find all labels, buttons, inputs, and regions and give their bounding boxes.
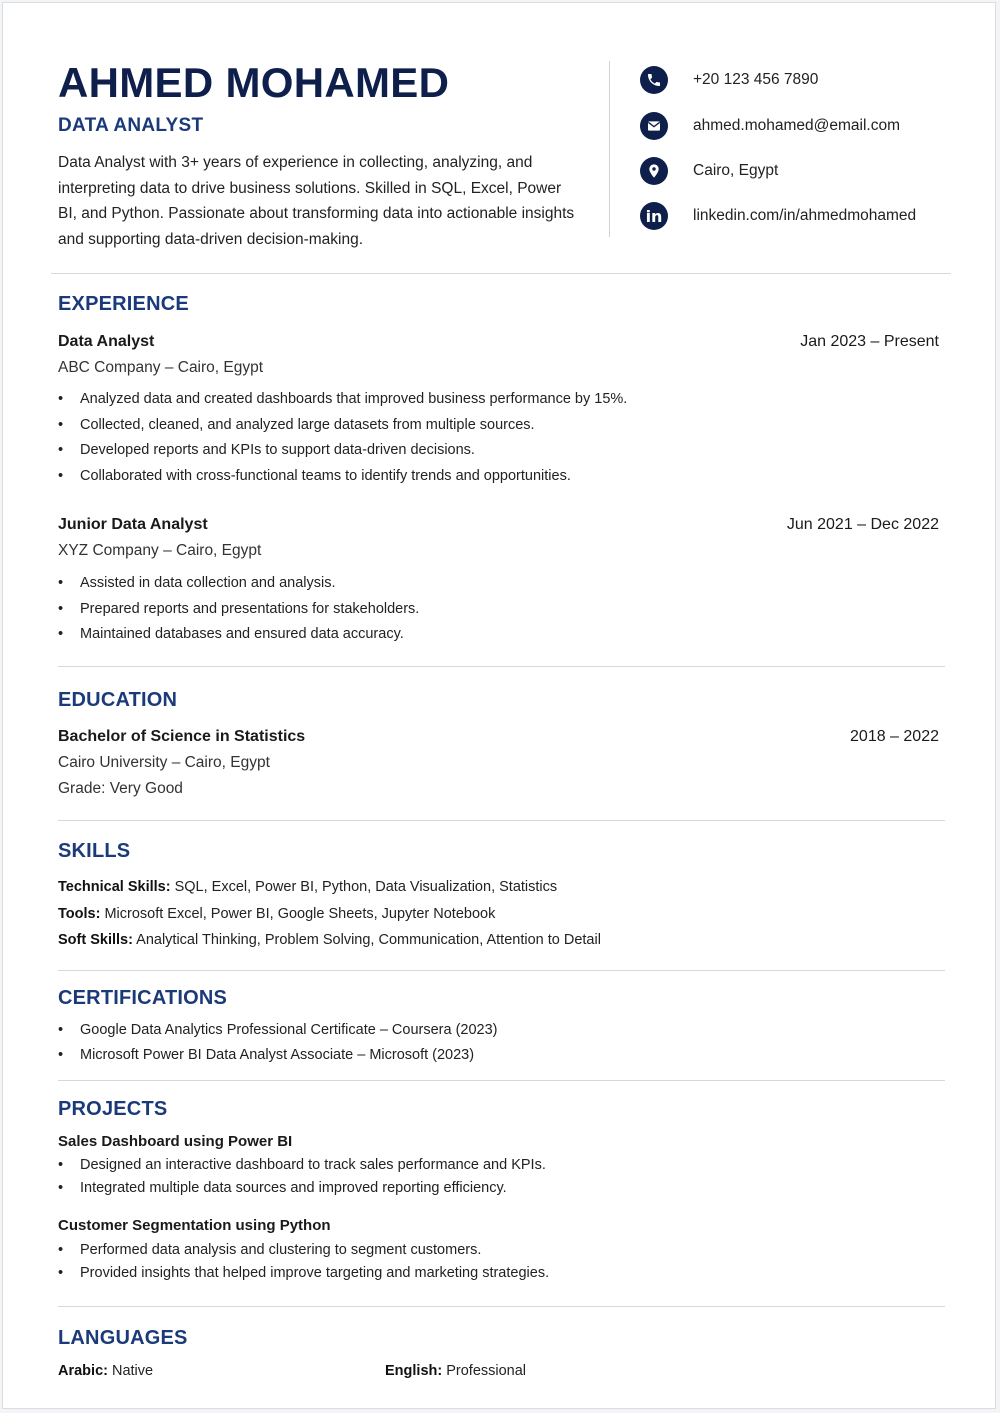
list-item: • Integrated multiple data sources and improved reporting efficiency. <box>58 1180 507 1196</box>
education-dates: 2018 – 2022 <box>850 728 939 745</box>
header-divider <box>609 61 610 237</box>
profile-summary: Data Analyst with 3+ years of experience in collecting, analyzing, and interpreting data to drive business solutions. Skilled in SQL, Excel, Power BI, and Python. Passionate about transforming data into actionable insights and supporting data-driven decision-making. <box>58 154 575 248</box>
skills-value: SQL, Excel, Power BI, Python, Data Visualization, Statistics <box>170 879 558 895</box>
skills-value: Microsoft Excel, Power BI, Google Sheets, Jupyter Notebook <box>100 906 496 922</box>
resume-page <box>2 2 996 1409</box>
section-divider <box>58 1306 945 1307</box>
job-company: ABC Company – Cairo, Egypt <box>58 359 264 376</box>
project-title: Customer Segmentation using Python <box>58 1217 331 1234</box>
linkedin-icon: in <box>640 202 668 230</box>
contact-email <box>640 111 900 141</box>
list-item: • Microsoft Power BI Data Analyst Associate – Microsoft (2023) <box>58 1047 474 1063</box>
language-arabic <box>58 1363 153 1379</box>
contact-linkedin <box>640 201 916 231</box>
skills-line <box>58 906 495 922</box>
school-name: Cairo University – Cairo, Egypt <box>58 754 270 771</box>
section-title-certifications: CERTIFICATIONS <box>58 987 228 1009</box>
skills-line <box>58 879 557 895</box>
job-title: Junior Data Analyst <box>58 516 208 533</box>
section-title-projects: PROJECTS <box>58 1098 168 1120</box>
section-title-experience: EXPERIENCE <box>58 293 189 315</box>
contact-location <box>640 156 778 186</box>
language-label: English: <box>385 1363 443 1379</box>
job-dates: Jun 2021 – Dec 2022 <box>786 516 939 533</box>
contact-phone <box>640 65 818 95</box>
candidate-name: AHMED MOHAMED <box>58 59 450 106</box>
language-english <box>385 1363 526 1379</box>
section-title-skills: SKILLS <box>58 840 131 862</box>
skills-label: Tools: <box>58 906 101 922</box>
list-item: • Collected, cleaned, and analyzed large datasets from multiple sources. <box>58 417 535 433</box>
list-item: • Collaborated with cross-functional teams to identify trends and opportunities. <box>58 468 571 484</box>
linkedin-url[interactable]: linkedin.com/in/ahmedmohamed <box>693 207 917 224</box>
job-company: XYZ Company – Cairo, Egypt <box>58 542 262 559</box>
list-item: • Analyzed data and created dashboards that improved business performance by 15%. <box>58 391 627 407</box>
list-item: • Provided insights that helped improve targeting and marketing strategies. <box>58 1265 549 1281</box>
section-divider <box>58 970 945 971</box>
section-title-languages: LANGUAGES <box>58 1327 188 1349</box>
education-grade: Grade: Very Good <box>58 780 183 797</box>
list-item: • Assisted in data collection and analysis. <box>58 575 336 591</box>
list-item: • Designed an interactive dashboard to track sales performance and KPIs. <box>58 1157 546 1173</box>
section-divider <box>58 1080 945 1081</box>
section-divider <box>58 666 945 667</box>
section-divider <box>58 820 945 821</box>
email-address[interactable]: ahmed.mohamed@email.com <box>693 117 900 134</box>
language-level: Native <box>107 1363 154 1379</box>
job-role: DATA ANALYST <box>58 115 204 136</box>
skills-label: Soft Skills: <box>58 932 133 948</box>
skills-value: Analytical Thinking, Problem Solving, Communication, Attention to Detail <box>132 932 601 948</box>
phone-icon <box>640 66 668 94</box>
job-title: Data Analyst <box>58 333 155 350</box>
phone-number[interactable]: +20 123 456 7890 <box>693 71 819 88</box>
project-title: Sales Dashboard using Power BI <box>58 1133 293 1150</box>
section-title-education: EDUCATION <box>58 689 178 711</box>
skills-label: Technical Skills: <box>58 879 171 895</box>
location-pin-icon <box>640 157 668 185</box>
list-item: • Developed reports and KPIs to support data-driven decisions. <box>58 442 475 458</box>
degree-title: Bachelor of Science in Statistics <box>58 728 306 745</box>
language-level: Professional <box>442 1363 527 1379</box>
location-text: Cairo, Egypt <box>693 162 779 179</box>
email-icon <box>640 112 668 140</box>
language-label: Arabic: <box>58 1363 108 1379</box>
header-rule <box>51 273 951 274</box>
list-item: • Prepared reports and presentations for stakeholders. <box>58 601 419 617</box>
skills-line <box>58 932 601 948</box>
job-dates: Jan 2023 – Present <box>800 333 939 350</box>
list-item: • Maintained databases and ensured data accuracy. <box>58 626 404 642</box>
list-item: • Google Data Analytics Professional Certificate – Coursera (2023) <box>58 1022 497 1038</box>
list-item: • Performed data analysis and clustering to segment customers. <box>58 1242 481 1258</box>
